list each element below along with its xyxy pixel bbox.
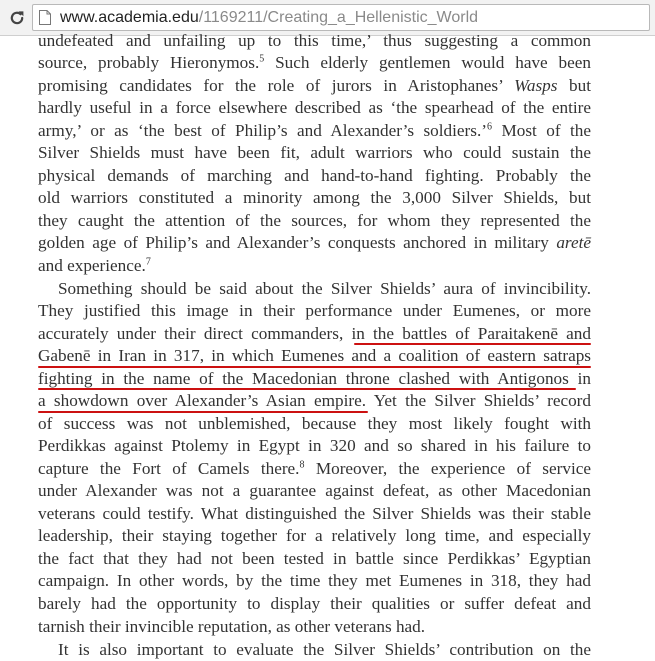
url-domain: www.academia.edu xyxy=(60,8,199,26)
text-line: the fact that they had not been tested in battle since Perdikkas’ Egyptian xyxy=(38,549,591,568)
text-line: Perdikkas against Ptolemy in Egypt in 320 and so shared in his failure to xyxy=(38,436,591,455)
highlighted-line: Gabenē in Iran in 317, in which Eumenes and a coalition of eastern satraps xyxy=(38,346,591,365)
footnote-marker[interactable]: 6 xyxy=(486,121,492,133)
text-line: promising candidates for the role of jurors in Aristophanes’ Wasps but xyxy=(38,76,592,95)
text-line: source, probably Hieronymos.$^5$ Such elderly gentlemen would have been xyxy=(38,53,591,72)
text-line: veterans could testify. What distinguished the Silver Shields was their stable xyxy=(38,504,591,523)
text-line: physical demands of marching and hand-to-hand fighting. Probably the xyxy=(38,166,591,185)
text-line: tarnish their invincible reputation, as other veterans had. xyxy=(38,617,426,636)
reload-icon xyxy=(8,9,26,27)
footnote-marker[interactable]: 7 xyxy=(145,256,151,268)
reload-button[interactable] xyxy=(6,7,28,29)
text-line: They justified this image in their performance under Eumenes, or more xyxy=(38,301,591,320)
url-path: /1169211/Creating_a_Hellenistic_World xyxy=(198,8,479,26)
text-line: undefeated and unfailing up to this time,’ thus suggesting a common xyxy=(38,31,591,50)
text-line: barely had the opportunity to display their qualities or suffer defeat and xyxy=(38,594,591,613)
highlighted-line: accurately under their direct commanders, in the battles of Paraitakenē and xyxy=(38,324,591,343)
text-line: Silver Shields must have been fit, adult warriors who could sustain the xyxy=(38,143,591,162)
red-underline xyxy=(38,366,591,368)
text-line: hardly useful in a force elsewhere described as ‘the spearhead of the entire xyxy=(38,98,591,117)
red-underline xyxy=(38,411,368,413)
text-line: campaign. In other words, by the time they met Eumenes in 318, they had xyxy=(38,571,591,590)
text-line: under Alexander was not a guarantee against defeat, as other Macedonian xyxy=(38,481,591,500)
text-line: of success was not unblemished, because they most likely fought with xyxy=(38,414,591,433)
footnote-marker[interactable]: 5 xyxy=(259,53,265,65)
highlighted-line: a showdown over Alexander’s Asian empire. Yet the Silver Shields’ record xyxy=(38,391,591,410)
paragraph-first-line: Something should be said about the Silver Shields’ aura of invincibility. xyxy=(58,279,591,298)
text-line: and experience.$^7$ xyxy=(38,256,151,275)
document-body xyxy=(38,0,591,660)
text-line: capture the Fort of Camels there.$^8$ Moreover, the experience of service xyxy=(38,459,591,478)
footnote-marker[interactable]: 8 xyxy=(299,459,305,471)
text-line: leadership, their staying together for a relatively long time, and especially xyxy=(38,526,591,545)
text-line: golden age of Philip’s and Alexander’s conquests anchored in military aretē xyxy=(38,233,591,252)
paragraph-first-line: It is also important to evaluate the Silver Shields’ contribution on the xyxy=(58,640,591,659)
text-line: old warriors constituted a minority among the 3,000 Silver Shields, but xyxy=(38,188,591,207)
red-underline xyxy=(38,388,576,390)
highlighted-line: fighting in the name of the Macedonian throne clashed with Antigonos in xyxy=(38,369,591,388)
red-underline xyxy=(354,343,591,345)
text-line: army,’ or as ‘the best of Philip’s and Alexander’s soldiers.’$^6$ Most of the xyxy=(38,121,592,140)
text-line: they caught the attention of the sources, for whom they represented the xyxy=(38,211,591,230)
